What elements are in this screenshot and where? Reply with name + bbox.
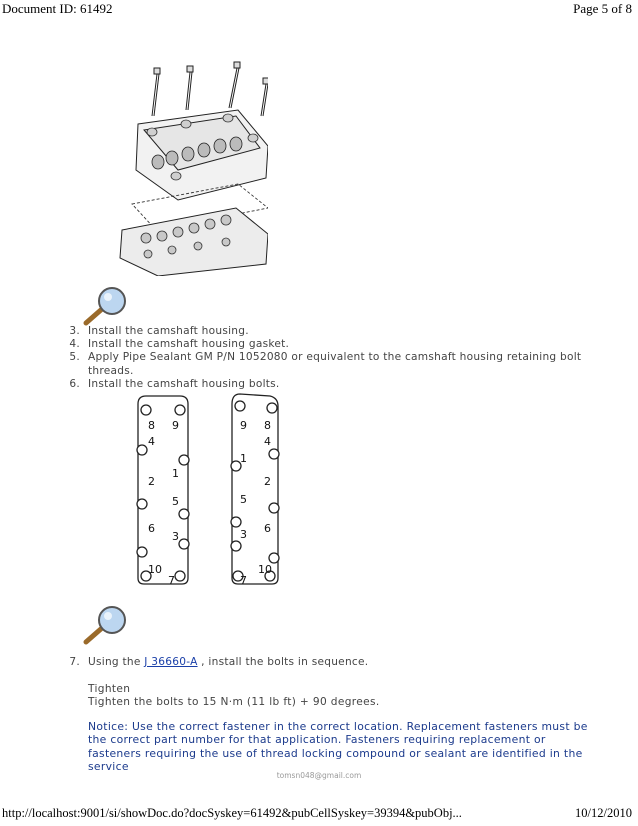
- step-3: 3. Install the camshaft housing.: [69, 325, 249, 337]
- footer-date: 10/12/2010: [575, 806, 632, 820]
- seq-label: 9: [240, 419, 247, 432]
- bolt-sequence-step: [62, 656, 582, 669]
- bolt-1: [152, 68, 160, 116]
- seq-label: 2: [264, 475, 271, 488]
- zoom-magnifier-icon[interactable]: [82, 604, 130, 646]
- seq-label: 3: [240, 528, 247, 541]
- seq-label: 10: [258, 563, 272, 576]
- seq-label: 8: [148, 419, 155, 432]
- bolt-4: [261, 78, 268, 116]
- seq-label: 1: [172, 467, 179, 480]
- seq-label: 10: [148, 563, 162, 576]
- notice-text: Notice: Use the correct fastener in the correct location. Replacement fasteners must be the correct part number for that application. Fasteners requiring replacement or fasteners requiring the use of thread locking compound or sealant are identified in the service: [88, 720, 588, 774]
- seq-label: 4: [264, 435, 271, 448]
- step-6: 6. Install the camshaft housing bolts.: [69, 377, 280, 390]
- zoom-magnifier-icon[interactable]: [82, 285, 130, 327]
- seq-label: 7: [168, 574, 175, 587]
- seq-label: 9: [172, 419, 179, 432]
- seq-label: 1: [240, 452, 247, 465]
- bolt-sequence-diagram: [128, 392, 286, 588]
- step-7: 7. Using the J 36660-A , install the bolts in sequence.: [69, 656, 369, 668]
- bolt-3: [229, 62, 240, 108]
- tighten-text: Tighten the bolts to 15 N·m (11 lb ft) + 90 degrees.: [88, 696, 380, 709]
- step-5: 5. Apply Pipe Sealant GM P/N 1052080 or equivalent to the camshaft housing retaining bolt threads.: [69, 351, 582, 377]
- seq-label: 8: [264, 419, 271, 432]
- seq-label: 4: [148, 435, 155, 448]
- page-number: Page 5 of 8: [573, 1, 632, 16]
- tighten-heading: Tighten: [88, 683, 131, 695]
- seq-label: 6: [148, 522, 155, 535]
- seq-label: 3: [172, 530, 179, 543]
- footer-url: http://localhost:9001/si/showDoc.do?docSyskey=61492&pubCellSyskey=39394&pubObj...: [2, 806, 462, 820]
- document-id: Document ID: 61492: [2, 1, 113, 16]
- seq-label: 5: [240, 493, 247, 506]
- seq-label: 5: [172, 495, 179, 508]
- tool-link[interactable]: J 36660-A: [144, 656, 198, 668]
- bolt-2: [186, 66, 193, 110]
- seq-label: 2: [148, 475, 155, 488]
- install-steps-list: [62, 325, 582, 391]
- tighten-spec: [88, 683, 380, 709]
- watermark-email: tomsn048@gmail.com: [276, 771, 362, 780]
- step-4: 4. Install the camshaft housing gasket.: [69, 338, 290, 351]
- seq-label: 6: [264, 522, 271, 535]
- seq-label: 7: [240, 574, 247, 587]
- camshaft-housing-illustration: [118, 58, 268, 276]
